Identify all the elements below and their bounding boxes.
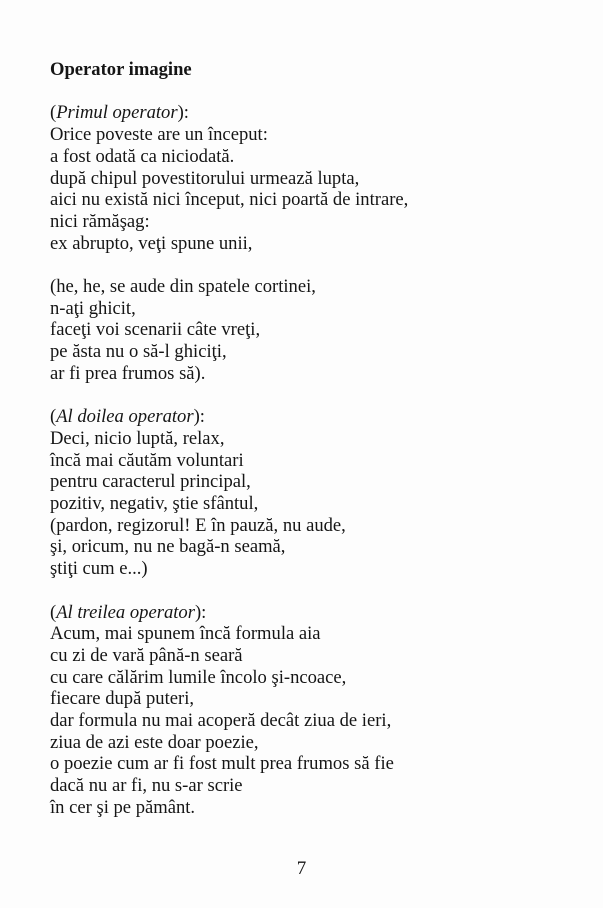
stanza	[50, 406, 570, 580]
speaker-label-italic: Primul operator	[56, 102, 178, 124]
speaker-label-close: ):	[194, 601, 207, 623]
poem-line: dar formula nu mai acoperă decât ziua de ieri,	[50, 710, 392, 732]
speaker-label-open: (	[50, 406, 57, 428]
speaker-label	[50, 102, 570, 124]
poem-line: cu care călărim lumile încolo şi-ncoace,	[50, 666, 347, 688]
poem-title: Operator imagine	[50, 59, 192, 80]
poem-line: faceţi voi scenarii câte vreţi,	[50, 319, 261, 341]
poem-line: şi, oricum, nu ne bagă-n seamă,	[50, 536, 286, 558]
speaker-label-close: ):	[177, 102, 189, 124]
poem-line: încă mai căutăm voluntari	[50, 449, 244, 471]
poem-line: aici nu există nici început, nici poartă de intrare,	[50, 189, 409, 211]
stanza	[50, 102, 570, 254]
poem-body	[50, 102, 570, 818]
poem-line: Acum, mai spunem încă formula aia	[50, 623, 321, 645]
poem-line: ex abrupto, veţi spune unii,	[50, 232, 253, 254]
poem-line: cu zi de vară până-n seară	[50, 644, 243, 666]
stanza	[50, 602, 570, 819]
speaker-label-open: (	[50, 601, 57, 623]
poem-line: pentru caracterul principal,	[50, 471, 251, 493]
poem-line: Orice poveste are un început:	[50, 124, 268, 146]
poem-line: în cer şi pe pământ.	[50, 796, 196, 818]
speaker-label	[50, 602, 570, 624]
poem-line: dacă nu ar fi, nu s-ar scrie	[50, 775, 243, 797]
poem-line: ar fi prea frumos să).	[50, 362, 206, 384]
poem-line: ziua de azi este doar poezie,	[50, 731, 259, 753]
speaker-label	[50, 406, 570, 428]
poem-line: a fost odată ca niciodată.	[50, 145, 235, 167]
speaker-label-italic: Al doilea operator	[56, 406, 194, 428]
poem-line: fiecare după puteri,	[50, 688, 195, 710]
poem-line: (pardon, regizorul! E în pauză, nu aude,	[50, 514, 346, 536]
speaker-label-italic: Al treilea operator	[56, 601, 195, 623]
speaker-label-close: ):	[193, 406, 205, 428]
poem-line: Deci, nicio luptă, relax,	[50, 427, 225, 449]
speaker-label-open: (	[50, 102, 57, 124]
poem-line: (he, he, se aude din spatele cortinei,	[50, 276, 316, 297]
poem-line: o poezie cum ar fi fost mult prea frumos să fie	[50, 753, 394, 775]
poem-line: pozitiv, negativ, ştie sfântul,	[50, 493, 259, 515]
poem-page	[50, 59, 570, 840]
poem-line: nici rămăşag:	[50, 210, 150, 232]
stanza	[50, 276, 570, 385]
poem-line: n-aţi ghicit,	[50, 297, 136, 319]
poem-line: după chipul povestitorului urmează lupta,	[50, 167, 360, 189]
poem-line: ştiţi cum e...)	[50, 558, 148, 580]
poem-line: pe ăsta nu o să-l ghiciţi,	[50, 341, 227, 363]
page-number: 7	[296, 858, 307, 879]
